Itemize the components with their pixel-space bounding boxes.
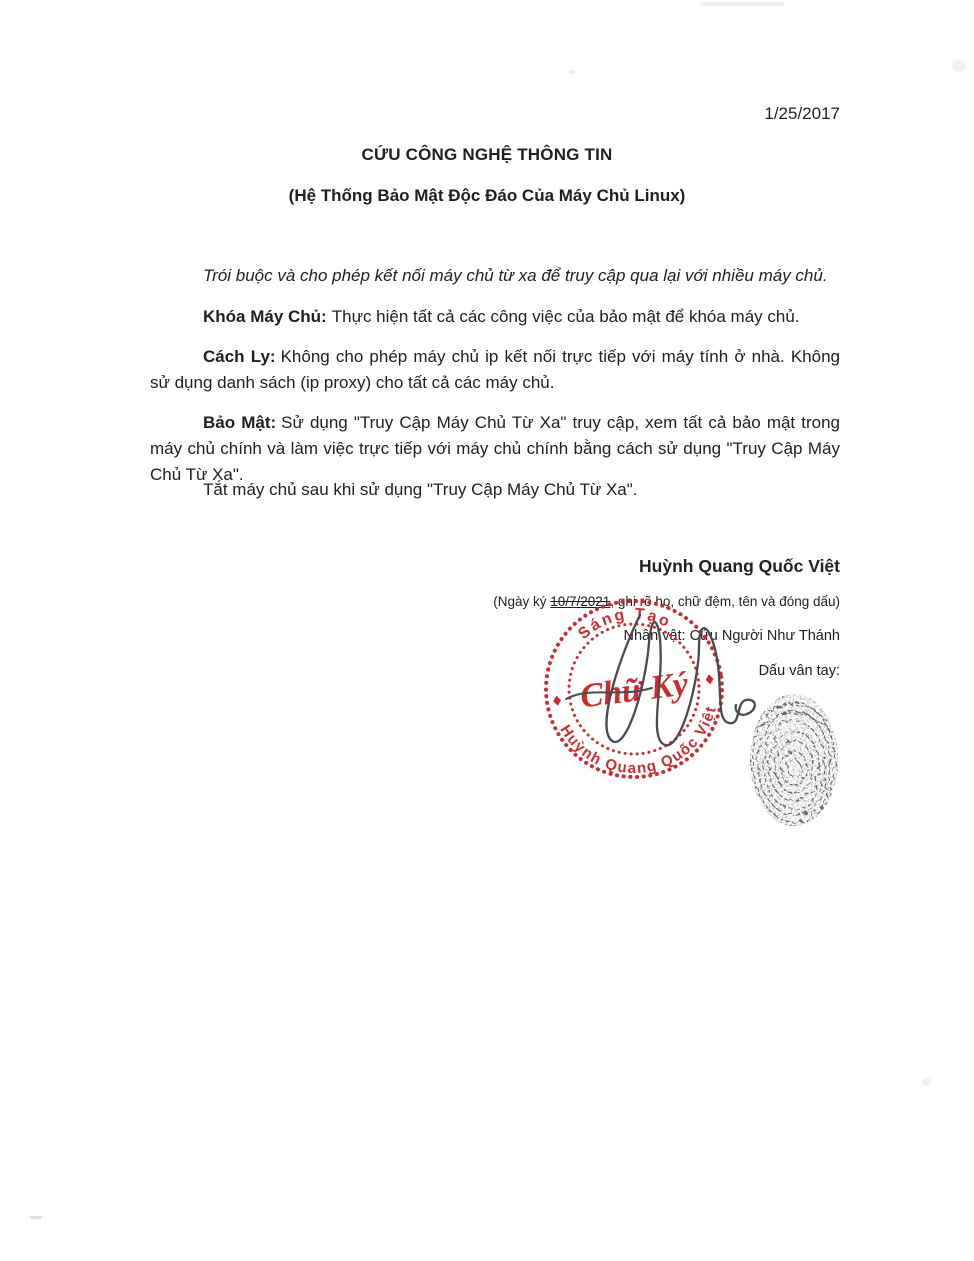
signing-date-suffix: , ghi rõ họ, chữ đệm, tên và đóng dấu)	[610, 594, 840, 609]
scan-artifact	[922, 1078, 932, 1086]
stamp-right-diamond-icon: ♦	[702, 671, 718, 690]
signature-scribble	[607, 615, 755, 745]
document-title: CỨU CÔNG NGHỆ THÔNG TIN	[361, 145, 613, 164]
scan-artifact	[952, 60, 966, 72]
signer-name: Huỳnh Quang Quốc Việt	[639, 556, 840, 576]
paragraph-text: Thực hiện tất cả các công việc của bảo mật để khóa máy chủ.	[331, 307, 800, 326]
character-line: Nhân vật: Cứu Người Như Thánh	[623, 628, 840, 644]
paragraph-text: Sử dụng "Truy Cập Máy Chủ Từ Xa" truy cập, xem tất cả bảo mật trong máy chủ chính và làm việc trực tiếp với máy chủ chính bằng cách sử dụng "Truy Cập Máy Chủ Từ Xa".	[150, 413, 840, 484]
scan-artifact	[30, 1216, 42, 1219]
intro-paragraph: Trói buộc và cho phép kết nối máy chủ từ xa để truy cập qua lại với nhiều máy chủ.	[203, 266, 828, 285]
stamp-top-arc-text: Sáng Tạo	[575, 605, 675, 643]
paragraph-cach-ly	[150, 344, 840, 396]
stamp-left-diamond-icon: ♦	[549, 693, 565, 711]
fingerprint-label: Dấu vân tay:	[758, 663, 840, 679]
signing-date-prefix: (Ngày ký	[493, 594, 551, 609]
fingerprint-image	[744, 684, 844, 832]
paragraph-label: Cách Ly:	[203, 347, 276, 366]
scan-artifact	[700, 2, 784, 6]
closing-line: Tắt máy chủ sau khi sử dụng "Truy Cập Máy Chủ Từ Xa".	[203, 480, 638, 499]
document-subtitle: (Hệ Thống Bảo Mật Độc Đáo Của Máy Chủ Linux)	[288, 186, 686, 205]
paragraph-label: Khóa Máy Chủ:	[203, 307, 327, 326]
stamp-bottom-arc-text: Huỳnh Quang Quốc Việt	[556, 703, 720, 778]
paragraph-text: Không cho phép máy chủ ip kết nối trực tiếp với máy tính ở nhà. Không sử dụng danh sách (ip proxy) cho tất cả các máy chủ.	[150, 347, 840, 392]
scan-artifact	[568, 70, 575, 74]
stamp-center-text: Chữ Ký	[578, 665, 691, 716]
fingerprint-texture	[750, 694, 838, 826]
signing-date-value: 10/7/2021	[550, 594, 611, 609]
document-date: 1/25/2017	[764, 104, 840, 123]
paragraph-label: Bảo Mật:	[203, 413, 277, 432]
paragraph-khoa-may-chu	[150, 304, 840, 330]
